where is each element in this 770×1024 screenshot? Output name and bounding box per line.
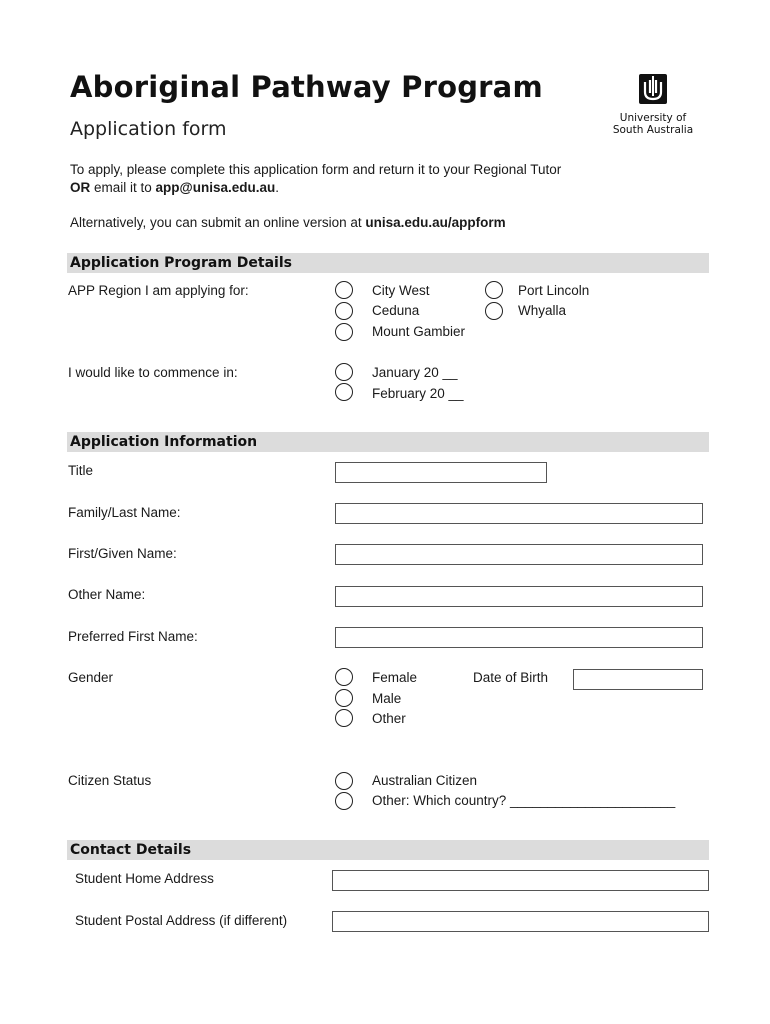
- radio-ceduna[interactable]: [335, 302, 353, 320]
- preferred-name-label: Preferred First Name:: [68, 629, 198, 644]
- option-whyalla: Whyalla: [518, 303, 567, 318]
- page-subtitle: Application form: [70, 118, 227, 140]
- radio-mount-gambier[interactable]: [335, 323, 353, 341]
- intro-online-link[interactable]: unisa.edu.au/appform: [365, 215, 506, 230]
- intro-line-1: To apply, please complete this application form and return it to your Regional Tutor: [70, 162, 562, 177]
- family-name-input[interactable]: [335, 503, 703, 524]
- intro-online-text: Alternatively, you can submit an online version at: [70, 215, 366, 230]
- radio-other-gender[interactable]: [335, 709, 353, 727]
- first-name-input[interactable]: [335, 544, 703, 565]
- region-label: APP Region I am applying for:: [68, 283, 249, 298]
- family-name-label: Family/Last Name:: [68, 505, 181, 520]
- gender-label: Gender: [68, 670, 114, 685]
- radio-city-west[interactable]: [335, 281, 353, 299]
- commence-label: I would like to commence in:: [68, 365, 238, 380]
- home-address-label: Student Home Address: [75, 871, 214, 886]
- option-other-gender: Other: [372, 711, 406, 726]
- unisa-crest-icon: [639, 74, 667, 108]
- section-heading: Contact Details: [70, 842, 192, 858]
- section-program-details: [67, 253, 709, 273]
- first-name-label: First/Given Name:: [68, 546, 177, 561]
- section-heading: Application Program Details: [70, 255, 292, 271]
- dob-input[interactable]: [573, 669, 703, 690]
- intro-email[interactable]: app@unisa.edu.au: [155, 180, 276, 195]
- option-city-west: City West: [372, 283, 430, 298]
- preferred-name-input[interactable]: [335, 627, 703, 648]
- radio-australian-citizen[interactable]: [335, 772, 353, 790]
- option-male: Male: [372, 691, 402, 706]
- intro-line-3: [70, 214, 506, 232]
- option-january: January 20 __: [372, 365, 458, 380]
- intro-line-2: [70, 179, 279, 197]
- option-mount-gambier: Mount Gambier: [372, 324, 466, 339]
- radio-port-lincoln[interactable]: [485, 281, 503, 299]
- option-port-lincoln: Port Lincoln: [518, 283, 590, 298]
- logo-text-line2: South Australia: [612, 124, 694, 136]
- page-title: Aboriginal Pathway Program: [70, 70, 543, 104]
- radio-whyalla[interactable]: [485, 302, 503, 320]
- section-contact-details: [67, 840, 709, 860]
- university-logo: [612, 74, 694, 136]
- radio-january[interactable]: [335, 363, 353, 381]
- dob-label: Date of Birth: [473, 670, 549, 685]
- intro-email-suffix: .: [275, 180, 279, 195]
- intro-or: OR: [70, 180, 91, 195]
- option-february: February 20 __: [372, 386, 464, 401]
- other-name-input[interactable]: [335, 586, 703, 607]
- option-ceduna: Ceduna: [372, 303, 420, 318]
- other-name-label: Other Name:: [68, 587, 146, 602]
- title-input[interactable]: [335, 462, 547, 483]
- option-australian-citizen: Australian Citizen: [372, 773, 478, 788]
- option-other-citizen: Other: Which country? ______________________: [372, 793, 676, 808]
- option-female: Female: [372, 670, 418, 685]
- section-application-information: [67, 432, 709, 452]
- radio-february[interactable]: [335, 383, 353, 401]
- citizen-status-label: Citizen Status: [68, 773, 152, 788]
- postal-address-label: Student Postal Address (if different): [75, 913, 288, 928]
- title-label: Title: [68, 463, 94, 478]
- radio-female[interactable]: [335, 668, 353, 686]
- intro-email-prefix: email it to: [90, 180, 156, 195]
- postal-address-input[interactable]: [332, 911, 709, 932]
- radio-male[interactable]: [335, 689, 353, 707]
- section-heading: Application Information: [70, 434, 258, 450]
- radio-other-citizen[interactable]: [335, 792, 353, 810]
- home-address-input[interactable]: [332, 870, 709, 891]
- logo-text-line1: University of: [619, 112, 687, 124]
